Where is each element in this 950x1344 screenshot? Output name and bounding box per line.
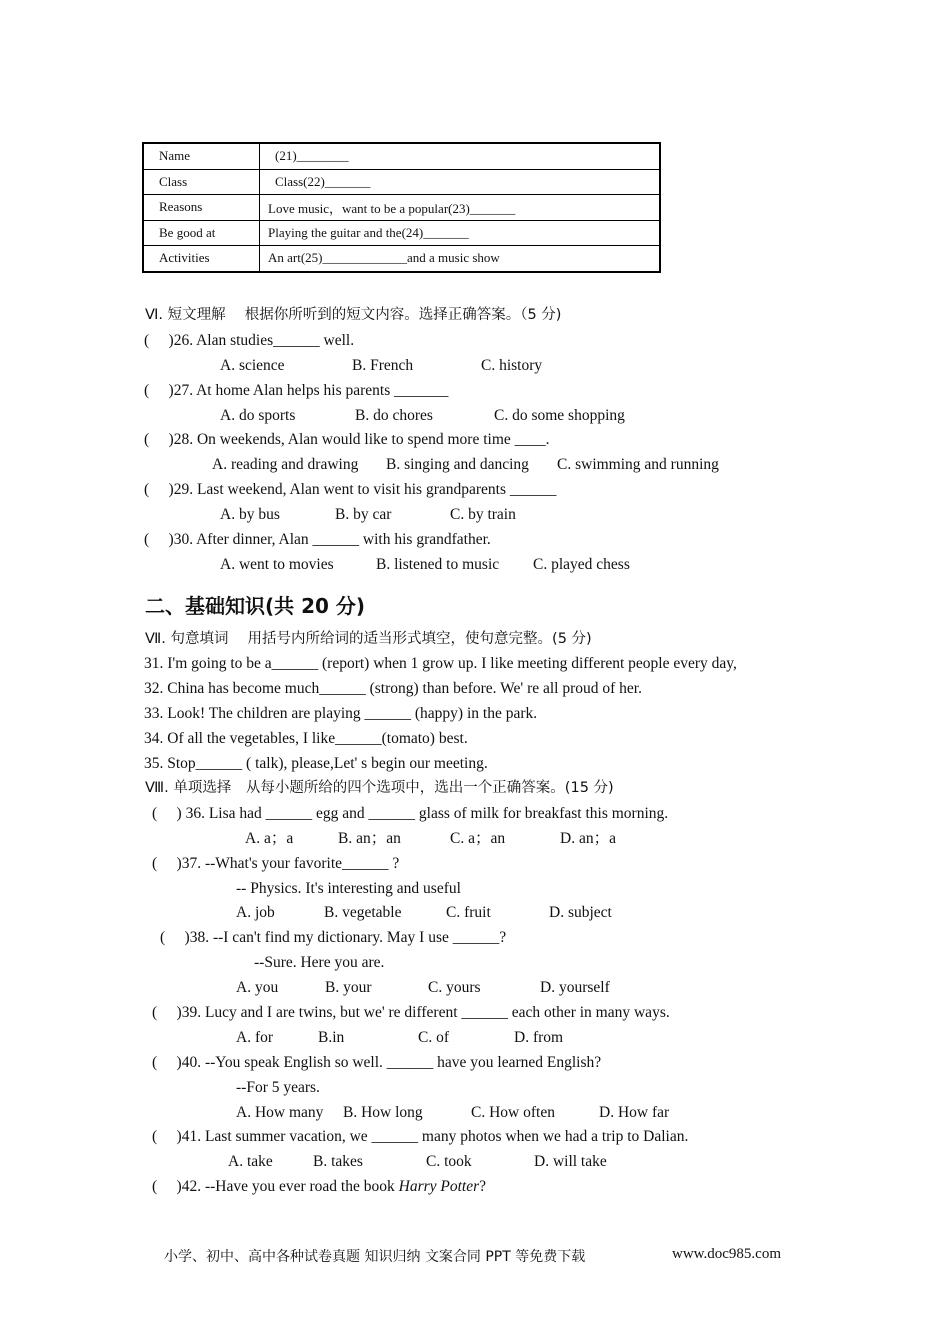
q28-option-a: A. reading and drawing (212, 456, 359, 473)
q37-option-d: D. subject (549, 904, 612, 921)
q41-option-c: C. took (426, 1153, 472, 1170)
q38-option-c: C. yours (428, 979, 481, 996)
q38-stem: ( )38. --I can't find my dictionary. May I use ______? (160, 929, 507, 946)
q29-option-c: C. by train (450, 506, 516, 523)
q40-option-b: B. How long (343, 1104, 423, 1121)
q30-option-c: C. played chess (533, 556, 630, 573)
q29-stem: ( )29. Last weekend, Alan went to visit his grandparents ______ (144, 481, 557, 498)
table-value: Love music，want to be a popular(23)_______ (260, 195, 661, 221)
q27-option-b: B. do chores (355, 407, 433, 424)
q28-stem: ( )28. On weekends, Alan would like to spend more time ____. (144, 431, 550, 448)
table-value: Class(22)_______ (260, 169, 661, 195)
table-value: (21)________ (260, 143, 661, 169)
table-label: Activities (143, 246, 260, 272)
q39-option-d: D. from (514, 1029, 564, 1046)
q28-option-b: B. singing and dancing (386, 456, 529, 473)
q38-line2: --Sure. Here you are. (254, 954, 385, 971)
q31: 31. I'm going to be a______ (report) when 1 grow up. I like meeting different people every day, (144, 655, 737, 672)
q41-option-b: B. takes (313, 1153, 363, 1170)
q36-option-a: A. a；a (245, 830, 294, 847)
q35: 35. Stop______ ( talk), please,Let' s begin our meeting. (144, 755, 488, 772)
table-label: Be good at (143, 220, 260, 246)
q28-option-c: C. swimming and running (557, 456, 719, 473)
q26-option-b: B. French (352, 357, 414, 374)
q36-option-d: D. an；a (560, 830, 616, 847)
section7-title: Ⅶ. 句意填词 用括号内所给词的适当形式填空，使句意完整。(5 分) (145, 631, 592, 647)
section6-title: Ⅵ. 短文理解 根据你所听到的短文内容。选择正确答案。（5 分) (145, 307, 562, 323)
q36-option-c: C. a；an (450, 830, 506, 847)
q40-option-c: C. How often (471, 1104, 555, 1121)
table-value: An art(25)_____________and a music show (260, 246, 661, 272)
q30-option-a: A. went to movies (220, 556, 334, 573)
q38-option-d: D. yourself (540, 979, 610, 996)
q29-option-b: B. by car (335, 506, 392, 523)
q41-option-d: D. will take (534, 1153, 607, 1170)
q42-book-title: Harry Potter (398, 1178, 480, 1195)
table-row (143, 246, 660, 272)
part2-title: 二、基础知识(共 20 分) (145, 594, 366, 618)
q30-option-b: B. listened to music (376, 556, 500, 573)
table-value: Playing the guitar and the(24)_______ (260, 220, 661, 246)
q41-option-a: A. take (228, 1153, 273, 1170)
q41-stem: ( )41. Last summer vacation, we ______ many photos when we had a trip to Dalian. (152, 1128, 689, 1145)
q26-option-c: C. history (481, 357, 543, 374)
footer-url[interactable]: www.doc985.com (672, 1246, 782, 1262)
q40-option-d: D. How far (599, 1104, 670, 1121)
q39-option-b: B.in (318, 1029, 345, 1046)
table-row (143, 143, 660, 169)
table-row (143, 169, 660, 195)
q40-stem: ( )40. --You speak English so well. ______ have you learned English? (152, 1054, 602, 1071)
q27-option-c: C. do some shopping (494, 407, 625, 424)
q26-option-a: A. science (220, 357, 285, 374)
q30-stem: ( )30. After dinner, Alan ______ with his grandfather. (144, 531, 491, 548)
q40-option-a: A. How many (236, 1104, 324, 1121)
q32: 32. China has become much______ (strong) than before. We' re all proud of her. (144, 680, 642, 697)
q42-end: ? (479, 1178, 487, 1195)
q29-option-a: A. by bus (220, 506, 280, 523)
q39-option-c: C. of (418, 1029, 449, 1046)
q36-option-b: B. an；an (338, 830, 401, 847)
table-row (143, 195, 660, 221)
q37-option-c: C. fruit (446, 904, 491, 921)
table-label: Reasons (143, 195, 260, 221)
q26-stem: ( )26. Alan studies______ well. (144, 332, 355, 349)
section8-title: Ⅷ. 单项选择 从每小题所给的四个选项中，选出一个正确答案。(15 分) (145, 780, 614, 796)
q27-stem: ( )27. At home Alan helps his parents _______ (144, 382, 449, 399)
q38-option-a: A. you (236, 979, 279, 996)
q36-stem: ( ) 36. Lisa had ______ egg and ______ glass of milk for breakfast this morning. (152, 805, 669, 822)
q37-option-b: B. vegetable (324, 904, 402, 921)
q37-option-a: A. job (236, 904, 275, 921)
table-label: Name (143, 143, 260, 169)
q39-option-a: A. for (236, 1029, 274, 1046)
q34: 34. Of all the vegetables, I like______(tomato) best. (144, 730, 468, 747)
q42-stem (152, 1177, 486, 1197)
footer-text: 小学、初中、高中各种试卷真题 知识归纳 文案合同 PPT 等免费下载 (164, 1249, 586, 1265)
info-table (142, 142, 661, 273)
q42-text: ( )42. --Have you ever road the book (152, 1178, 399, 1195)
q39-stem: ( )39. Lucy and I are twins, but we' re different ______ each other in many ways. (152, 1004, 670, 1021)
q40-line2: --For 5 years. (236, 1079, 320, 1096)
table-row (143, 220, 660, 246)
q33: 33. Look! The children are playing ______ (happy) in the park. (144, 705, 538, 722)
q38-option-b: B. your (325, 979, 372, 996)
table-label: Class (143, 169, 260, 195)
q37-stem: ( )37. --What's your favorite______ ? (152, 855, 400, 872)
q27-option-a: A. do sports (220, 407, 296, 424)
q37-line2: -- Physics. It's interesting and useful (236, 880, 461, 897)
